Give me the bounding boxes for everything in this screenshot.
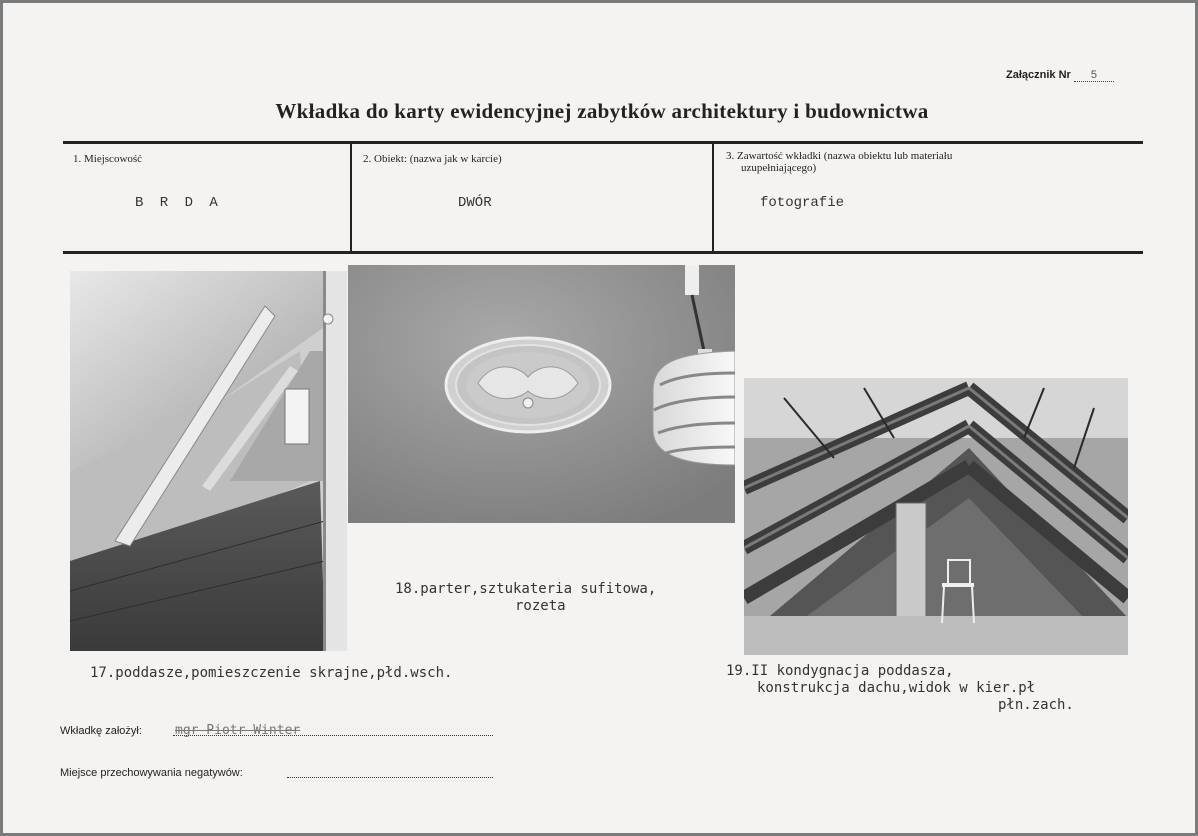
object-label: 2. Obiekt: (nazwa jak w karcie) [363,153,502,165]
contents-label-line1: 3. Zawartość wkładki (nazwa obiektu lub materiału [726,150,953,162]
photo-18-caption-line2: rozeta [515,598,566,614]
author-value: mgr Piotr Winter [175,723,301,738]
photo-ceiling-rosette [348,265,735,523]
author-label: Wkładkę założył: [60,725,142,737]
photo-19-caption-line1: 19.II kondygnacja poddasza, [726,663,954,679]
locality-value: B R D A [135,195,222,211]
column-divider-1 [350,143,352,253]
record-sheet [3,3,1195,833]
column-divider-2 [712,143,714,253]
author-dotted-line [173,734,493,736]
photo-attic-room [70,271,347,651]
attachment-number-line [1006,69,1114,82]
photo-18-caption-line1: 18.parter,sztukateria sufitowa, [395,581,657,597]
contents-value: fotografie [760,195,845,211]
photo-19-caption-line2: konstrukcja dachu,widok w kier.pł [757,680,1036,696]
storage-label: Miejsce przechowywania negatywów: [60,767,243,779]
table-top-border [63,141,1143,144]
attachment-number: 5 [1074,69,1114,82]
storage-dotted-line [287,776,493,778]
object-value: DWÓR [458,195,492,211]
attachment-label: Załącznik Nr [1006,69,1071,81]
photo-roof-structure [744,378,1128,655]
table-bottom-border [63,251,1143,254]
page-title: Wkładka do karty ewidencyjnej zabytków architektury i budownictwa [275,99,929,123]
photo-19-caption-line3: płn.zach. [998,697,1074,713]
photo-17-caption: 17.poddasze,pomieszczenie skrajne,płd.wsch. [90,665,453,681]
locality-label: 1. Miejscowość [73,153,143,165]
contents-label-line2: uzupełniającego) [741,162,817,174]
